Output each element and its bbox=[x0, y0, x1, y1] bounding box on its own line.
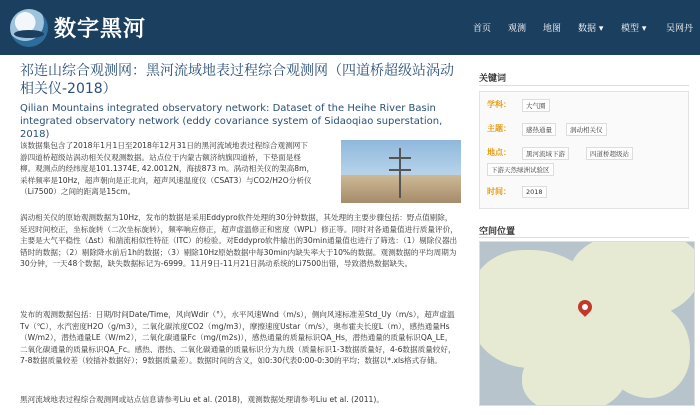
keywords-divider bbox=[479, 85, 689, 86]
theme-tag[interactable]: 感热通量 bbox=[522, 123, 556, 136]
top-navbar bbox=[0, 0, 700, 55]
article-header bbox=[20, 62, 460, 141]
discipline-label: 学科： bbox=[487, 100, 511, 109]
map-land bbox=[522, 342, 627, 406]
place-tag[interactable]: 四道桥超级站 bbox=[586, 147, 633, 160]
theme-label: 主题： bbox=[487, 124, 511, 133]
site-brand[interactable]: 数字黑河 bbox=[54, 17, 147, 42]
keywords-panel bbox=[479, 91, 689, 209]
station-photo bbox=[341, 140, 461, 203]
location-title: 空间位置 bbox=[479, 227, 516, 237]
nav-data-dropdown[interactable]: 数据 ▾ bbox=[578, 24, 604, 34]
logo-icon[interactable] bbox=[10, 9, 48, 47]
place-label: 地点： bbox=[487, 148, 511, 157]
time-label: 时间： bbox=[487, 187, 511, 196]
tower-crossbar bbox=[389, 157, 411, 159]
location-map[interactable] bbox=[479, 241, 695, 406]
reference-paragraph: 黑河流域地表过程综合观测网或站点信息请参考Liu et al. (2018)，观测数据处理请参考Liu et al. (2011)。 bbox=[20, 395, 384, 404]
nav-model-dropdown[interactable]: 模型 ▾ bbox=[621, 24, 647, 34]
nav-map[interactable]: 地图 bbox=[543, 24, 562, 34]
processing-paragraph: 涡动相关仪的原始观测数据为10Hz，发布的数据是采用Eddypro软件处理的30分钟数据，其处理的主要步骤包括：野点值剔除，延迟时间校正，坐标旋转（二次坐标旋转），频率响应修正，超声虚温修正和密度（WPL）修正等。同时对各通量值进行质量评价，主要是大气平稳性（Δst）和湍流相似性特征（ITC）的检验。对Eddypro软件输出的30min通量值也进行了筛选：（1）剔除仪器出错时的数据；（2）剔除降水前后1h的数据；（3）剔除10Hz原始数据中每30min内缺失率大于10%的数据。观测数据的平均周期为30分钟，一天48个数据，缺失数据标记为-6999。11月9日-11月21日涡动系统的Li7500出错，导致潜热数据缺失。 bbox=[20, 213, 458, 269]
page-title: 祁连山综合观测网：黑河流域地表过程综合观测网（四道桥超级站涡动相关仪-2018） bbox=[20, 63, 454, 97]
place-tag[interactable]: 黑河流域下游 bbox=[522, 147, 569, 160]
tower-crossbar bbox=[389, 169, 411, 171]
tower-mast bbox=[399, 148, 401, 198]
place-tag[interactable]: 下游天然绿洲试验区 bbox=[487, 163, 554, 176]
theme-tag[interactable]: 涡动相关仪 bbox=[566, 123, 607, 136]
time-tag[interactable]: 2018 bbox=[522, 186, 547, 198]
nav-observation[interactable]: 观测 bbox=[508, 24, 527, 34]
discipline-tag[interactable]: 大气圈 bbox=[522, 99, 550, 112]
nav-user[interactable]: 吴网丹 bbox=[666, 24, 694, 34]
description-paragraph: 该数据集包含了2018年1月1日至2018年12月31日的黑河流域地表过程综合观测网下游四道桥超级站涡动相关仪观测数据。站点位于内蒙古额济纳旗四道桥，下垫面是柽柳。观测点的经纬度是101.1374E, 42.0012N，海拔873 m。涡动相关仪的架高8m，采样频率是10Hz，超声朝向是正北向，超声风速温度仪（CSAT3）与CO2/H2O分析仪（Li7500）之间的距离是15cm。 bbox=[20, 141, 315, 197]
variables-paragraph: 发布的观测数据包括：日期/时间Date/Time，风向Wdir（°），水平风速Wnd（m/s），侧向风速标准差Std_Uy（m/s），超声虚温Tv（℃），水汽密度H2O（g/m3），二氧化碳浓度CO2（mg/m3），摩擦速度Ustar（m/s），奥布霍夫长度L（m），感热通量Hs（W/m2），潜热通量LE（W/m2），二氧化碳通量Fc（mg/(m2s)），感热通量的质量标识QA_Hs，潜热通量的质量标识QA_LE，二氧化碳通量的质量标识QA_Fc。感热、潜热、二氧化碳通量的质量标识分为九级（质量标识1-3数据质量好，4-6数据质量较好，7-8数据质量较差（较插补数据好）；9数据质量差）。数据时间的含义，如0:30代表0:00-0:30的平均；数据以*.xls格式存储。 bbox=[20, 310, 456, 366]
keywords-title: 关键词 bbox=[479, 74, 507, 84]
page-subtitle: Qilian Mountains integrated observatory network: Dataset of the Heihe River Basin integrated observatory network (eddy covariance system of Sidaoqiao superstation, 2018) bbox=[20, 103, 443, 140]
location-divider bbox=[479, 237, 689, 238]
nav-home[interactable]: 首页 bbox=[473, 24, 492, 34]
